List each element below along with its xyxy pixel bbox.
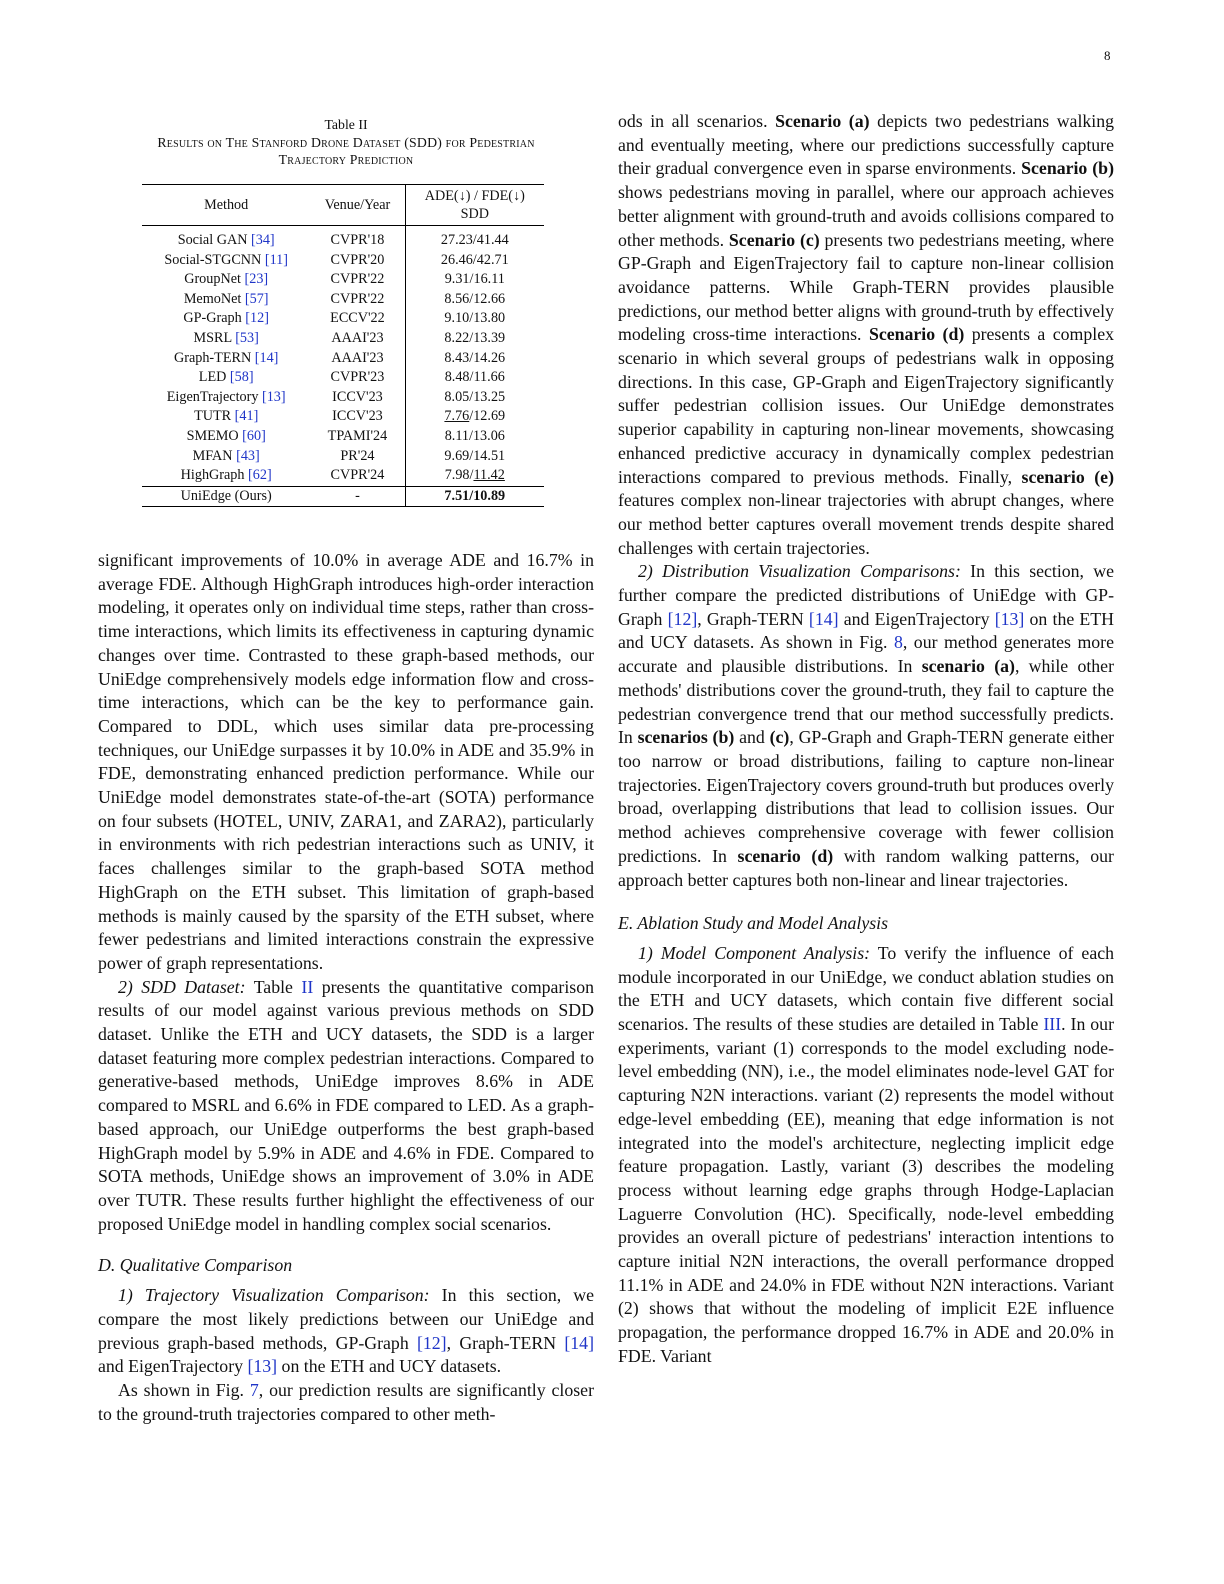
table-row [142, 427, 544, 447]
ade-value: 7.98 [444, 467, 470, 484]
venue-cell: CVPR'18 [330, 232, 385, 248]
citation-link[interactable]: [14] [564, 1332, 594, 1353]
results-table [142, 184, 544, 507]
venue-cell: PR'24 [340, 447, 375, 464]
venue-cell: CVPR'23 [330, 369, 385, 386]
citation-link[interactable]: [13] [994, 608, 1025, 629]
method-cell [142, 329, 310, 349]
ade-value: 8.56 [444, 290, 470, 307]
venue-cell: AAAI'23 [331, 349, 384, 366]
table-row [142, 329, 544, 349]
metric-cell: 7.76/12.69 [405, 407, 544, 427]
ade-value: 8.48 [444, 369, 470, 386]
metric-cell: 26.46/42.71 [405, 251, 544, 271]
method-cell [142, 251, 310, 271]
left-column [98, 549, 594, 1426]
metric-cell: 7.51/10.89 [405, 486, 544, 507]
table-row [142, 290, 544, 310]
venue-cell: CVPR'22 [330, 290, 385, 307]
ade-value: 8.43 [444, 349, 470, 366]
metric-cell: 9.31/16.11 [405, 270, 544, 290]
citation-link[interactable]: [23] [244, 271, 269, 288]
method-cell [142, 368, 310, 388]
method-name: Social-STGCNN [164, 251, 262, 268]
fde-value: 42.71 [476, 251, 509, 268]
method-cell [142, 388, 310, 408]
fde-value: 13.25 [473, 388, 506, 405]
citation-link[interactable]: [11] [264, 251, 288, 268]
header-venue: Venue/Year [310, 185, 405, 226]
fde-value: 14.51 [473, 447, 506, 464]
ade-value: 9.69 [444, 447, 470, 464]
venue-cell: CVPR'22 [330, 271, 385, 288]
fde-value: 11.66 [473, 369, 505, 386]
ade-value: 9.10 [444, 310, 470, 327]
subsection-heading: 1) Trajectory Visualization Comparison: [118, 1285, 430, 1306]
citation-link[interactable]: [53] [235, 329, 259, 346]
method-cell [142, 349, 310, 369]
ade-value: 26.46 [440, 251, 473, 268]
method-name: GP-Graph [183, 310, 242, 327]
metric-cell: 8.11/13.06 [405, 427, 544, 447]
method-name: LED [198, 369, 227, 386]
table-row [142, 251, 544, 271]
citation-link[interactable]: [12] [416, 1332, 447, 1353]
table-row [142, 226, 544, 251]
table-link[interactable]: III [1043, 1014, 1062, 1035]
venue-cell: CVPR'20 [330, 251, 385, 268]
header-sdd: SDD [460, 206, 489, 222]
figure-link[interactable]: 8 [893, 632, 903, 653]
table-title-line1: Results on The Stanford Drone Dataset (SDD) for Pedestrian [157, 134, 535, 150]
table-row [142, 388, 544, 408]
method-cell [142, 427, 310, 447]
table-label: Table II [324, 117, 368, 132]
method-cell [142, 309, 310, 329]
fde-value: 11.42 [473, 467, 505, 484]
table-row [142, 309, 544, 329]
table-row [142, 349, 544, 369]
method-cell [142, 407, 310, 427]
venue-cell: ICCV'23 [332, 388, 383, 405]
fde-value: 12.66 [473, 290, 506, 307]
paragraph: As shown in Fig. 7, our prediction results are significantly closer to the ground-truth trajectories compared to other meth- [98, 1379, 594, 1424]
table-row-ours [142, 486, 544, 507]
section-heading: E. Ablation Study and Model Analysis [618, 913, 888, 934]
ade-value: 7.51 [444, 487, 470, 504]
citation-link[interactable]: [13] [247, 1356, 278, 1377]
citation-link[interactable]: [13] [261, 388, 286, 405]
paragraph: 2) SDD Dataset: Table II presents the quantitative comparison results of our model against various previous methods on SDD dataset. Unlike the ETH and UCY datasets, the SDD is a larger dataset featuring more complex pedestrian interactions. Compared to generative-based methods, UniEdge improves 8.6% in ADE compared to MSRL and 6.6% in FDE compared to LED. As a graph-based approach, our UniEdge outperforms the best graph-based HighGraph model by 5.9% in ADE and 4.6% in FDE. Compared to SOTA methods, UniEdge shows an improvement of 3.0% in ADE over TUTR. These results further highlight the effectiveness of our proposed UniEdge model in handling complex social scenarios. [98, 976, 594, 1234]
right-column [618, 110, 1114, 1369]
ade-value: 8.22 [444, 329, 470, 346]
citation-link[interactable]: [12] [667, 608, 698, 629]
metric-cell: 7.98/11.42 [405, 466, 544, 486]
fde-value: 12.69 [473, 408, 506, 425]
metric-cell: 27.23/41.44 [405, 226, 544, 251]
method-name: MFAN [192, 447, 233, 464]
ade-value: 27.23 [440, 232, 473, 248]
table-row [142, 368, 544, 388]
venue-cell: ECCV'22 [330, 310, 385, 327]
fde-value: 13.80 [473, 310, 506, 327]
ade-value: 8.11 [444, 427, 469, 444]
metric-cell: 8.22/13.39 [405, 329, 544, 349]
header-method: Method [142, 185, 310, 226]
figure-link[interactable]: 7 [249, 1379, 259, 1400]
citation-link[interactable]: [14] [254, 349, 279, 366]
citation-link[interactable]: [57] [244, 290, 269, 307]
method-cell [142, 466, 310, 486]
table-row [142, 270, 544, 290]
fde-value: 16.11 [473, 271, 505, 288]
method-cell [142, 270, 310, 290]
table-row [142, 447, 544, 467]
method-name: Graph-TERN [173, 349, 252, 366]
fde-value: 13.06 [472, 427, 505, 444]
page-number: 8 [1104, 48, 1111, 63]
ade-value: 8.05 [444, 388, 470, 405]
method-name: MemoNet [183, 290, 242, 307]
method-name: TUTR [194, 408, 232, 425]
method-cell: UniEdge (Ours) [142, 486, 310, 507]
subsection-heading: 2) Distribution Visualization Comparisons: [638, 561, 961, 582]
method-cell [142, 226, 310, 251]
paragraph: ods in all scenarios. Scenario (a) depicts two pedestrians walking and eventually meeting, where our predictions successfully capture their gradual convergence even in sparse environments. Scenario (b) shows pedestrians moving in parallel, where our approach achieves better alignment with ground-truth and avoids collisions compared to other methods. Scenario (c) presents two pedestrians meeting, where GP-Graph and EigenTrajectory fail to capture non-linear collision avoidance patterns. While Graph-TERN provides plausible predictions, our method better aligns with ground-truth by effectively modeling cross-time interactions. Scenario (d) presents a complex scenario in which several groups of pedestrians walk in opposing directions. In this case, GP-Graph and EigenTrajectory significantly suffer pedestrian collision issues. Our UniEdge demonstrates superior capability in capturing non-linear movements, showcasing enhanced predictive accuracy in dynamically complex pedestrian interactions compared to previous methods. Finally, scenario (e) features complex non-linear trajectories with abrupt changes, where our method better captures overall movement trends despite shared challenges with certain trajectories. [618, 111, 1115, 558]
method-name: Social GAN [177, 232, 248, 248]
ade-value: 7.76 [444, 408, 470, 425]
subsection-heading: 1) Model Component Analysis: [638, 942, 871, 963]
venue-cell: ICCV'23 [332, 408, 383, 425]
paragraph: 2) Distribution Visualization Comparisons: In this section, we further compare the predicted distributions of UniEdge with GP-Graph [12], Graph-TERN [14] and EigenTrajectory [13] on the ETH and UCY datasets. As shown in Fig. 8, our method generates more accurate and plausible distributions. In scenario (a), while other methods' distributions cover the ground-truth, they fail to capture the pedestrian convergence trend that our method successfully predicts. In scenarios (b) and (c), GP-Graph and Graph-TERN generate either too narrow or broad distributions, failing to capture non-linear trajectories. EigenTrajectory covers ground-truth but produces overly broad, overlapping distributions that lead to collision issues. Our method achieves comprehensive coverage with fewer collision predictions. In scenario (d) with random walking patterns, our approach better captures both non-linear and linear trajectories. [618, 561, 1115, 890]
citation-link[interactable]: [58] [229, 369, 254, 386]
metric-cell: 8.43/14.26 [405, 349, 544, 369]
table-row [142, 466, 544, 486]
citation-link[interactable]: [43] [236, 447, 260, 464]
method-name: SMEMO [186, 427, 239, 444]
citation-link[interactable]: [34] [251, 232, 275, 248]
method-name: MSRL [193, 329, 232, 346]
fde-value: 14.26 [473, 349, 506, 366]
venue-cell: CVPR'24 [330, 467, 385, 484]
table-link[interactable]: II [301, 976, 314, 997]
venue-cell: TPAMI'24 [327, 427, 388, 444]
citation-link[interactable]: [62] [248, 467, 272, 484]
table-caption [98, 116, 594, 169]
table-row [142, 407, 544, 427]
metric-cell: 8.56/12.66 [405, 290, 544, 310]
citation-link[interactable]: [14] [808, 608, 839, 629]
method-name: GroupNet [184, 271, 241, 288]
metric-cell: 8.05/13.25 [405, 388, 544, 408]
venue-cell: AAAI'23 [331, 329, 384, 346]
fde-value: 41.44 [476, 232, 509, 248]
header-ade-fde: ADE(↓) / FDE(↓) [424, 188, 525, 204]
paragraph: 1) Trajectory Visualization Comparison: In this section, we compare the most likely predictions between our UniEdge and previous graph-based methods, GP-Graph [12], Graph-TERN [14] and EigenTrajectory [13] on the ETH and UCY datasets. [98, 1285, 594, 1377]
paragraph: significant improvements of 10.0% in average ADE and 16.7% in average FDE. Although HighGraph introduces high-order interaction modeling, it operates only on individual time steps, rather than cross-time interactions, which limits its effectiveness in capturing dynamic changes over time. Contrasted to these graph-based methods, our UniEdge comprehensively models edge information flow and cross-time interactions, which can be the key to performance gain. Compared to DDL, which uses similar data pre-processing techniques, our UniEdge surpasses it by 10.0% in ADE and 35.9% in FDE, demonstrating enhanced prediction performance. While our UniEdge model demonstrates state-of-the-art (SOTA) performance on four subsets (HOTEL, UNIV, ZARA1, and ZARA2), particularly in environments with rich pedestrian interactions such as UNIV, it faces challenges similar to the graph-based SOTA method HighGraph on the ETH subset. This limitation of graph-based methods is mainly caused by the sparsity of the ETH subset, where fewer pedestrians and limited interactions constrain the expressive power of graph representations. [98, 550, 594, 973]
citation-link[interactable]: [41] [234, 408, 259, 425]
metric-cell: 9.10/13.80 [405, 309, 544, 329]
table-title-line2: Trajectory Prediction [278, 152, 414, 167]
fde-value: 13.39 [473, 329, 506, 346]
paragraph: 1) Model Component Analysis: To verify the influence of each module incorporated in our UniEdge, we conduct ablation studies on the ETH and UCY datasets, which contain five different social scenarios. The results of these studies are detailed in Table III. In our experiments, variant (1) corresponds to the model excluding node-level embedding (NN), i.e., the model eliminates node-level GAT for capturing N2N interactions. variant (2) represents the model without edge-level embedding (EE), meaning that edge information is not integrated into the model's architecture, neglecting implicit edge feature propagation. Lastly, variant (3) describes the modeling process without learning edge graphs through Hodge-Laplacian Laguerre Convolution (HC). Specifically, node-level embedding provides an overall picture of pedestrians' interaction intentions to capture initial N2N interactions, the overall performance dropped 11.1% in ADE and 24.0% in FDE without N2N interactions. Variant (2) shows that without the modeling of implicit E2E influence propagation, the performance dropped 16.7% in ADE and 20.0% in FDE. Variant [618, 942, 1115, 1366]
subsection-heading: 2) SDD Dataset: [118, 976, 246, 997]
metric-cell: 9.69/14.51 [405, 447, 544, 467]
citation-link[interactable]: [12] [245, 310, 269, 327]
ade-value: 9.31 [444, 271, 470, 288]
method-cell [142, 290, 310, 310]
method-cell [142, 447, 310, 467]
header-metric [405, 185, 544, 226]
section-heading: D. Qualitative Comparison [98, 1255, 293, 1276]
citation-link[interactable]: [60] [242, 427, 266, 444]
fde-value: 10.89 [473, 487, 506, 504]
venue-cell: - [310, 486, 405, 507]
method-name: HighGraph [180, 467, 245, 484]
method-name: EigenTrajectory [166, 388, 259, 405]
metric-cell: 8.48/11.66 [405, 368, 544, 388]
